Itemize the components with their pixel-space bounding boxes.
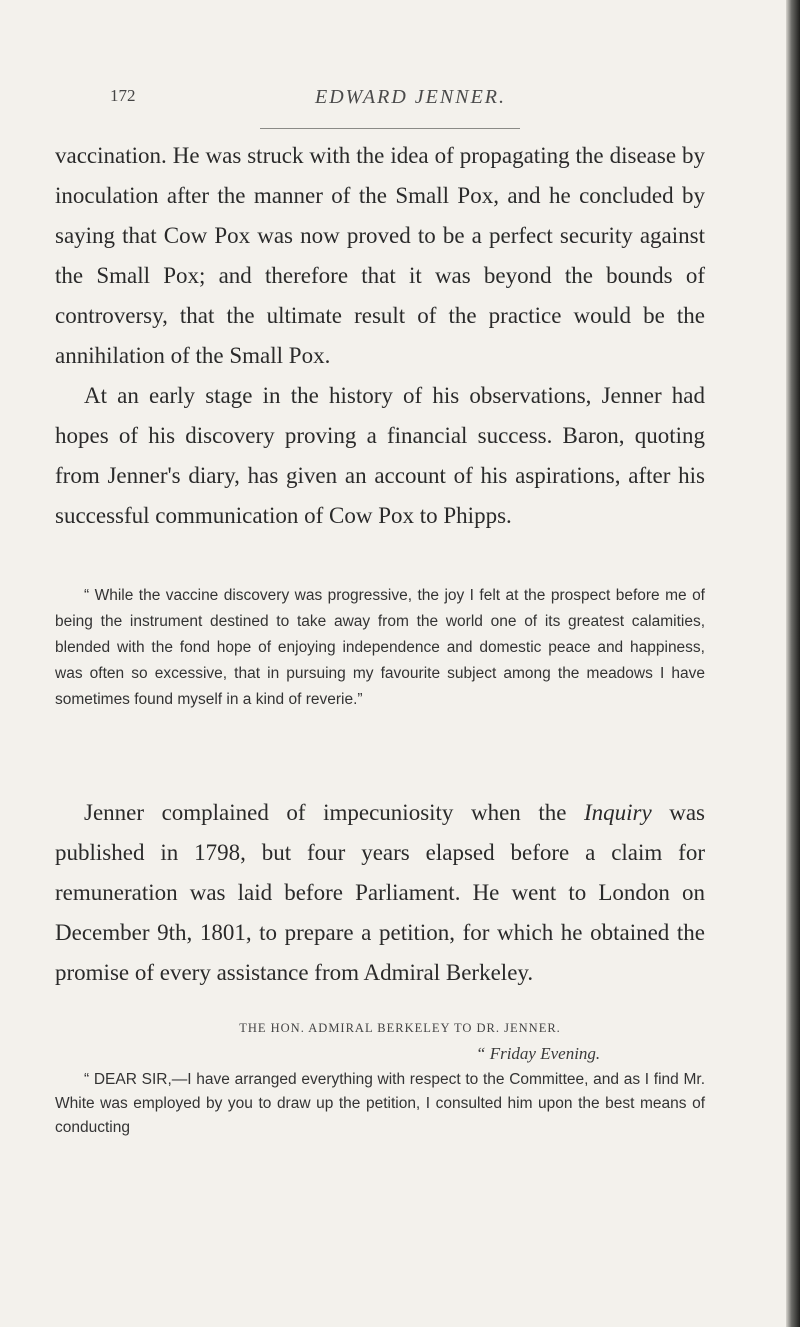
page-edge-shadow <box>786 0 800 1327</box>
letter-heading: THE HON. ADMIRAL BERKELEY TO DR. JENNER. <box>239 1021 561 1035</box>
letter-body: “ DEAR SIR,—I have arranged everything with respect to the Committee, and as I find Mr. White was employed by you to draw up the petition, I consulted him upon the best means of conducting <box>55 1071 705 1136</box>
inquiry-title: Inquiry <box>583 800 652 825</box>
page-header <box>110 86 710 116</box>
letter-dateline: “ Friday Evening. <box>476 1044 601 1063</box>
paragraph-impecuniosity-start: Jenner complained of impecuniosity when the <box>84 800 584 825</box>
paragraph-impecuniosity-end: was published in 1798, but four years elapsed before a claim for remuneration was laid before Parliament. He went to London on December 9th, 1801, to prepare a petition, for which he obtained the promise of every assistance from Admiral Berkeley. <box>55 800 705 985</box>
paragraph-early-stage: At an early stage in the history of his observations, Jenner had hopes of his discovery proving a financial success. Baron, quoting from Jenner's diary, has given an account of his aspirations, after his successful communication of Cow Pox to Phipps. <box>55 383 705 528</box>
paragraph-vaccination: vaccination. He was struck with the idea of propagating the disease by inoculation after the manner of the Small Pox, and he concluded by saying that Cow Pox was now proved to be a perfect security against the Small Pox; and therefore that it was beyond the bounds of controversy, that the ultimate result of the practice would be the annihilation of the Small Pox. <box>55 143 705 368</box>
page-number: 172 <box>110 86 136 105</box>
paragraph-impecuniosity <box>55 793 705 993</box>
header-rule <box>260 128 520 129</box>
running-head: EDWARD JENNER. <box>315 86 507 108</box>
diary-quote: “ While the vaccine discovery was progressive, the joy I felt at the prospect before me of being the instrument destined to take away from the world one of its greatest calamities, blended with the fond hope of enjoying independence and domestic peace and happiness, was often so excessive, that in pursuing my favourite subject among the meadows I have sometimes found myself in a kind of reverie.” <box>55 587 705 708</box>
